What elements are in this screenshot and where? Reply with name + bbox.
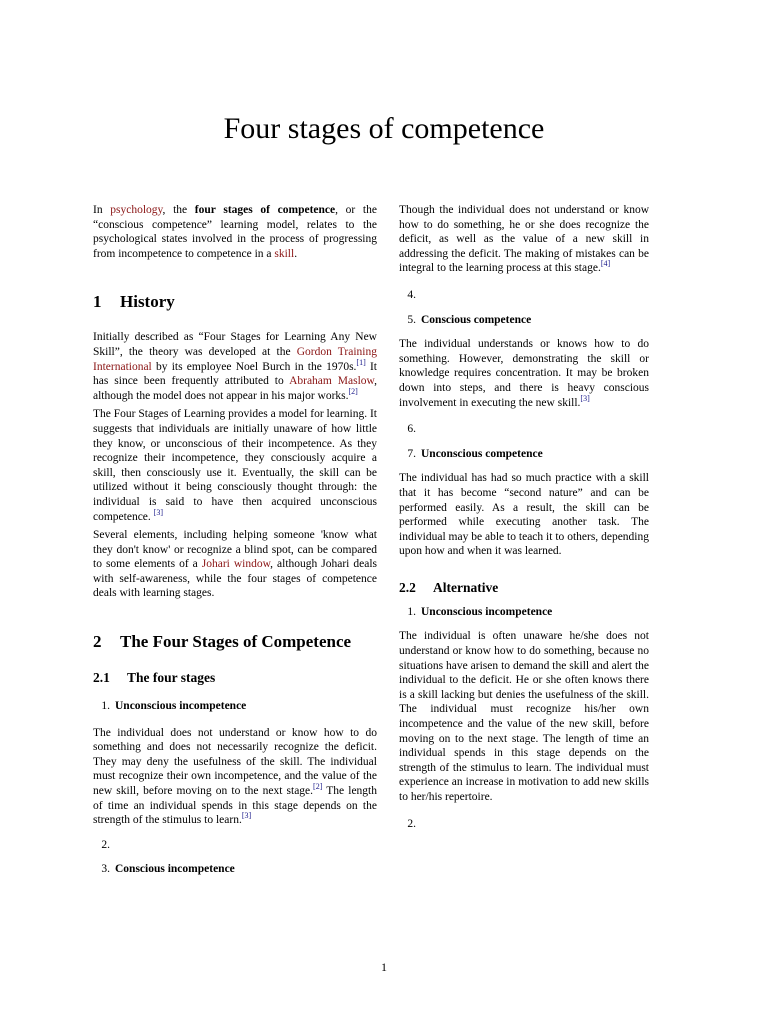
item-description: The individual is often unaware he/she does not understand or know how to do something, because no situations have arisen to demand the skill and alert the individual to the deficit. He or she often knows there is a skill lacking but denies the usefulness of the skill. The individual must recognize his/her own incompetence and the value of the new skill, before moving on to the next stage. The length of time an individual spends in this stage depends on the strength of the stimulus to learn. The individual must experience an increase in motivation to add new skills to her/his repertoire. — [399, 630, 649, 803]
list-item: 5. Conscious competence — [407, 313, 532, 326]
item-label: Conscious incompetence — [115, 863, 235, 876]
intro-paragraph: In psychology, the four stages of competence, or the “conscious competence” learning model, relates to the psychological states involved in the process of progressing from incompetence to competence in a skill. — [93, 204, 377, 260]
item-label: Unconscious incompetence — [115, 700, 247, 713]
link-skill[interactable]: skill — [274, 247, 295, 260]
citation-3[interactable]: [3] — [153, 507, 163, 517]
history-paragraph-2: The Four Stages of Learning provides a model for learning. It suggests that individuals are initially unaware of how little they know, or unconscious of their incompetence. As they recognize their incompetence, they consciously acquire a skill, then consciously use it. Eventually, the skill can be utilized without it being consciously thought through: the individual is said to have then acquired unconscious competence. [3] — [93, 408, 377, 523]
left-column — [93, 203, 377, 877]
right-column — [399, 203, 649, 831]
citation[interactable]: [3] — [580, 393, 590, 403]
subsection-four-stages-heading: 2.1 The four stages — [93, 670, 216, 686]
item-label: Conscious competence — [421, 313, 532, 326]
link-abraham-maslow[interactable]: Abraham Maslow — [289, 375, 375, 388]
citation[interactable]: [4] — [600, 259, 611, 269]
link-johari-window[interactable]: Johari window — [201, 558, 271, 571]
page-number: 1 — [381, 960, 387, 974]
item-description: The individual understands or knows how to do something. However, demonstrating the skill or knowledge requires concentration. It may be broken down into steps, and there is heavy conscious involvement in executing the new skill.[3] — [399, 338, 649, 409]
citation[interactable]: [2] — [313, 782, 323, 792]
item-description: The individual has had so much practice with a skill that it has become “second nature” and can be performed easily. As a result, the skill can be performed while executing another task. The individual may be able to teach it to others, depending upon how and when it was learned. — [399, 472, 649, 558]
list-item: 7. Unconscious competence — [407, 447, 543, 460]
citation-2[interactable]: [2] — [348, 386, 358, 396]
list-item: 6. — [407, 423, 416, 436]
citation[interactable]: [3] — [241, 811, 252, 821]
section-history-heading: 1 History — [93, 292, 175, 312]
list-item: 4. — [407, 288, 416, 301]
bold-term: four stages of competence — [194, 204, 336, 216]
item-label: Unconscious competence — [421, 447, 543, 460]
page-title: Four stages of competence — [223, 112, 545, 145]
history-paragraph-3: Several elements, including helping someone 'know what they don't know' or recognize a blind spot, can be compared to some elements of a Johari window, although Johari deals with self-awareness, while the four stages of competence deals with learning stages. — [93, 529, 377, 600]
item-description: The individual does not understand or know how to do something and does not necessarily recognize the deficit. They may deny the usefulness of the skill. The individual must recognize their own incompetence, and the value of the new skill, before moving on to the next stage.[2] The length of time an individual spends in this stage depends on the strength of the stimulus to learn.[3] — [93, 726, 377, 827]
link-gordon-training[interactable]: Gordon Training International — [93, 345, 377, 373]
list-item: 2. — [101, 838, 110, 851]
subsection-alternative-heading: 2.2 Alternative — [399, 579, 499, 595]
list-item: 3. Conscious incompetence — [101, 863, 235, 876]
list-item: 2. — [407, 817, 416, 830]
item-label: Unconscious incompetence — [421, 605, 553, 618]
citation-1[interactable]: [1] — [356, 357, 366, 367]
link-psychology[interactable]: psychology — [110, 204, 163, 216]
list-item: 1. Unconscious incompetence — [101, 700, 247, 713]
section-four-stages-heading: 2 The Four Stages of Competence — [93, 632, 352, 652]
history-paragraph-1: Initially described as “Four Stages for Learning Any New Skill”, the theory was developed at the Gordon Training International by its employee Noel Burch in the 1970s.[1] It has since been frequently attributed to Abraham Maslow, although the model does not appear in his major works.[2] — [93, 331, 377, 402]
item-description: Though the individual does not understand or know how to do something, he or she does recognize the deficit, as well as the value of a new skill in addressing the deficit. The making of mistakes can be integral to the learning process at this stage.[4] — [399, 204, 649, 275]
list-item: 1. Unconscious incompetence — [407, 605, 553, 618]
